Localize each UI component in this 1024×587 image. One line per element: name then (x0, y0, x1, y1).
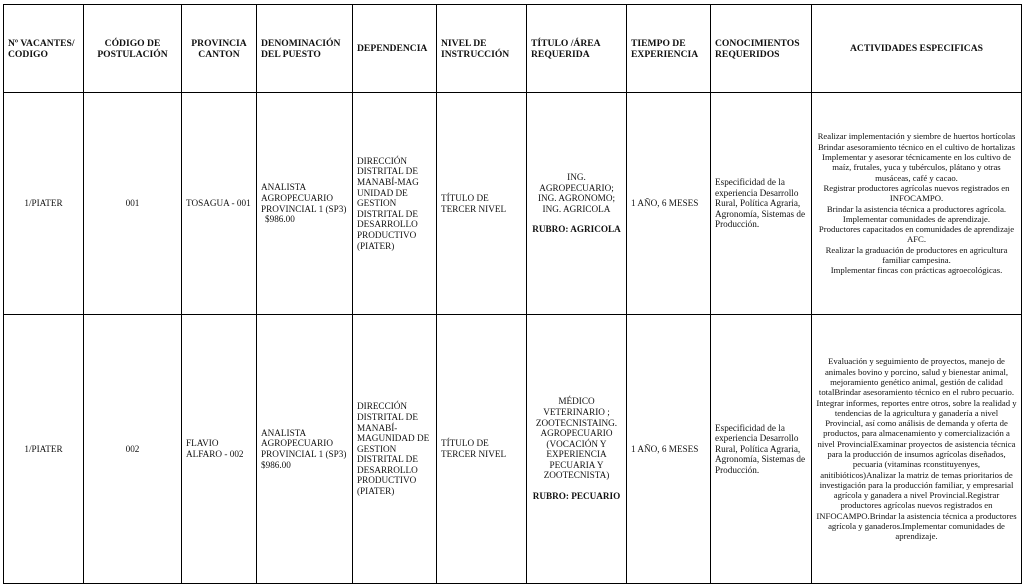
denominacion-text: ANALISTA AGROPECUARIO PROVINCIAL 1 (SP3) (261, 182, 347, 214)
tiempo-cell: 1 AÑO, 6 MESES (627, 93, 711, 315)
actividad-item: Implementar comunidades de aprendizaje. (842, 213, 991, 224)
header-row (4, 5, 1022, 93)
header-denominacion: DENOMINACIÓN DEL PUESTO (257, 5, 353, 93)
tiempo-cell: 1 AÑO, 6 MESES (627, 315, 711, 584)
actividad-item: Integrar informes, reportes entre otros, sobre la realidad y tendencias de la agricultura y ganadería a nivel Provincial, así como análisis de demanda y oferta de productos, para almacenamiento y comercialización a nivel ProvincialExaminar proyectos de asistencia técnica para la producción de insumos agrícolas diseñados, pecuaria (vitaminas rconstituyenyes, anitibióticos)Analizar la matriz de temas prioritarios de investigación para la producción familiar, y empresarial agrícola y ganadera a nivel Provincial.Registrar productores agrícolas nuevos registrados en INFOCAMPO.Brindar la asistencia técnica a productores agrícola y ganaderos.Implementar comunidades de aprendizaje. (816, 397, 1017, 542)
actividad-item: Implementar fincas con prácticas agroecológicas. (830, 265, 1003, 276)
dependencia-cell: DIRECCIÓN DISTRITAL DE MANABÍ-MAG UNIDAD DE GESTION DISTRITAL DE DESARROLLO PRODUCTIVO (PIATER) (353, 93, 437, 315)
header-codigo: CÓDIGO DE POSTULACIÓN (84, 5, 182, 93)
codigo-cell: 002 (84, 315, 182, 584)
header-provincia: PROVINCIA CANTON (182, 5, 257, 93)
vacantes-cell: 1/PIATER (4, 315, 84, 584)
provincia-cell: TOSAGUA - 001 (182, 93, 257, 315)
actividad-item: Registrar productores agrícolas nuevos registrados en INFOCAMPO. (823, 182, 1010, 204)
actividades-cell (812, 93, 1022, 315)
dependencia-cell: DIRECCIÓN DISTRITAL DE MANABÍ-MAGUNIDAD DE GESTION DISTRITAL DE DESARROLLO PRODUCTIVO (PIATER) (353, 315, 437, 584)
rubro-text: RUBRO: AGRICOLA (532, 224, 621, 235)
denominacion-cell (257, 93, 353, 315)
rubro-text: RUBRO: PECUARIO (532, 491, 621, 502)
denominacion-cell: ANALISTA AGROPECUARIO PROVINCIAL 1 (SP3) $986.00 (257, 315, 353, 584)
salary-text: $986.00 (265, 214, 295, 225)
actividad-item: Implementar y asesorar técnicamente en los cultivo de maíz, frutales, yuca y tubérculos, plátano y otras musáceas, café y cacao. (822, 152, 1011, 183)
nivel-cell: TÍTULO DE TERCER NIVEL (437, 315, 527, 584)
header-tiempo: TIEMPO DE EXPERIENCIA (627, 5, 711, 93)
actividad-item: Evaluación y seguimiento de proyectos, manejo de animales bovino y porcino, salud y bienestar animal, mejoramiento genético animal, gestión de calidad totalBrindar asesoramiento técnico en el rubro pecuario. (818, 356, 1015, 398)
titulo-text: MÉDICO VETERINARIO ; ZOOTECNISTAING. AGROPECUARIO (VOCACIÓN Y EXPERIENCIA PECUARIA Y ZOOTECNISTA) (535, 396, 618, 481)
actividad-item: Realizar implementación y siembre de huertos hortícolas (817, 131, 1016, 142)
vacantes-cell: 1/PIATER (4, 93, 84, 315)
header-conocimientos: CONOCIMIENTOS REQUERIDOS (711, 5, 812, 93)
codigo-cell: 001 (84, 93, 182, 315)
conocimientos-cell: Especificidad de la experiencia Desarrollo Rural, Política Agraria, Agronomía, Sistemas de Producción. (711, 315, 812, 584)
actividad-item: Brindar asesoramiento técnico en el cultivo de hortalizas (817, 141, 1016, 152)
header-nivel: NIVEL DE INSTRUCCIÓN (437, 5, 527, 93)
provincia-cell: FLAVIO ALFARO - 002 (182, 315, 257, 584)
actividades-cell (812, 315, 1022, 584)
titulo-text: ING. AGROPECUARIO; ING. AGRONOMO; ING. AGRICOLA (537, 172, 616, 214)
vacancies-table (3, 4, 1022, 584)
header-titulo: TÍTULO /ÁREA REQUERIDA (527, 5, 627, 93)
titulo-cell (527, 93, 627, 315)
table-row (4, 315, 1022, 584)
header-actividades: ACTIVIDADES ESPECIFICAS (812, 5, 1022, 93)
actividad-item: Realizar la graduación de productores en agricultura familiar campesina. (825, 244, 1008, 265)
table-row (4, 93, 1022, 315)
conocimientos-cell: Especificidad de la experiencia Desarrollo Rural, Política Agraria, Agronomía, Sistemas de Producción. (711, 93, 812, 315)
titulo-cell (527, 315, 627, 584)
nivel-cell: TÍTULO DE TERCER NIVEL (437, 93, 527, 315)
header-vacantes: Nº VACANTES/ CODIGO (4, 5, 84, 93)
header-dependencia: DEPENDENCIA (353, 5, 437, 93)
actividad-item: Productores capacitados en comunidades de aprendizaje AFC. (818, 224, 1015, 245)
actividad-item: Brindar la asistencia técnica a productores agrícola. (826, 203, 1007, 214)
